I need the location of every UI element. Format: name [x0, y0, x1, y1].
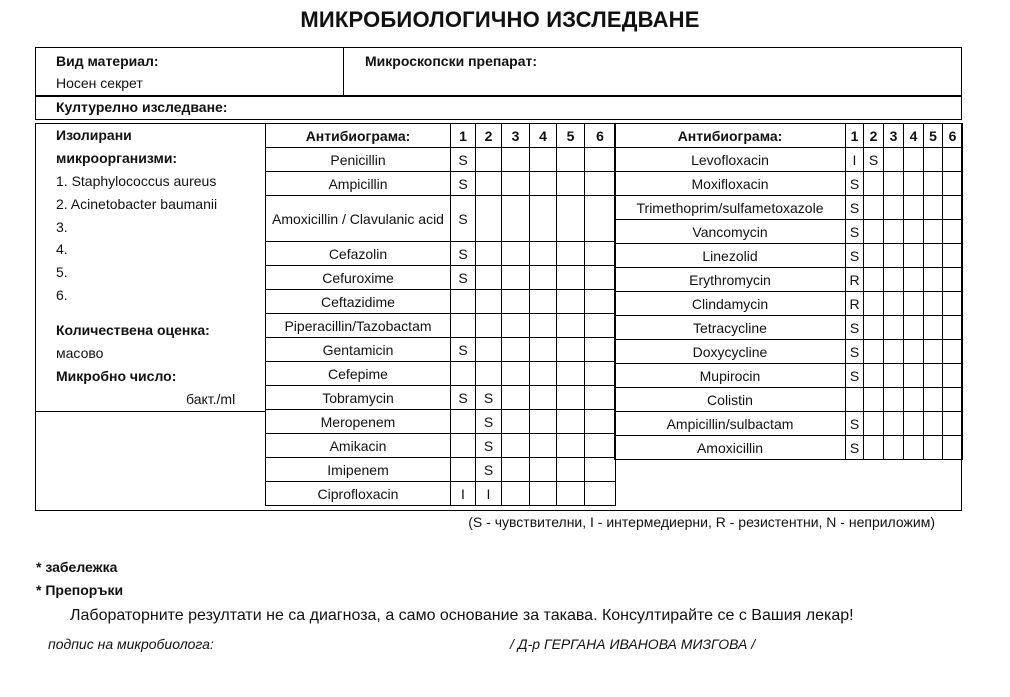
- table-row: [266, 362, 616, 386]
- result-cell: [864, 196, 884, 220]
- result-cell: S: [864, 148, 884, 172]
- antibiotic-name: Amikacin: [266, 434, 451, 458]
- result-cell: [502, 314, 530, 338]
- table-row: [266, 314, 616, 338]
- result-cell: [904, 364, 924, 388]
- result-cell: [904, 436, 924, 460]
- table-row: [615, 364, 963, 388]
- column-header: 2: [476, 124, 502, 148]
- table-row: [615, 196, 963, 220]
- antibiotic-name: Erythromycin: [615, 268, 846, 292]
- antibiogram-left-table: [265, 123, 616, 506]
- result-cell: [451, 362, 476, 386]
- antibiotic-name: Penicillin: [266, 148, 451, 172]
- column-header: 5: [924, 124, 943, 148]
- antibiotic-name: Ciprofloxacin: [266, 482, 451, 506]
- result-cell: [585, 266, 616, 290]
- result-cell: [904, 268, 924, 292]
- result-cell: [924, 148, 943, 172]
- antibiotic-name: Colistin: [615, 388, 846, 412]
- result-cell: S: [846, 172, 864, 196]
- quantitative-value: масово: [56, 345, 104, 361]
- result-cell: [502, 410, 530, 434]
- antibiotic-name: Ampicillin/sulbactam: [615, 412, 846, 436]
- result-cell: [530, 362, 557, 386]
- result-cell: S: [846, 340, 864, 364]
- result-cell: [943, 388, 963, 412]
- isolated-item: 4.: [56, 241, 68, 257]
- table-row: [615, 340, 963, 364]
- result-cell: [557, 410, 585, 434]
- antibiotic-name: Ceftazidime: [266, 290, 451, 314]
- result-cell: [476, 266, 502, 290]
- result-cell: [924, 436, 943, 460]
- table-row: [266, 482, 616, 506]
- result-cell: [924, 196, 943, 220]
- result-cell: [884, 244, 904, 268]
- legend: (S - чувствителни, I - интермедиерни, R - резистентни, N - неприложим): [468, 514, 935, 530]
- result-cell: [884, 316, 904, 340]
- table-row: [615, 244, 963, 268]
- table-row: [266, 458, 616, 482]
- result-cell: [943, 316, 963, 340]
- result-cell: [884, 412, 904, 436]
- result-cell: [924, 340, 943, 364]
- result-cell: S: [846, 364, 864, 388]
- result-cell: [557, 196, 585, 242]
- result-cell: [502, 290, 530, 314]
- result-cell: [502, 482, 530, 506]
- result-cell: [924, 244, 943, 268]
- antibiotic-name: Cefepime: [266, 362, 451, 386]
- material-value: Носен секрет: [56, 75, 143, 91]
- microbe-count-unit: бакт./ml: [186, 391, 236, 407]
- result-cell: S: [476, 458, 502, 482]
- signature-label: подпис на микробиолога:: [48, 636, 214, 652]
- result-cell: [502, 172, 530, 196]
- result-cell: [451, 410, 476, 434]
- table-row: [266, 242, 616, 266]
- antibiotic-name: Tetracycline: [615, 316, 846, 340]
- antibiotic-name: Amoxicillin / Clavulanic acid: [266, 196, 451, 242]
- isolated-item: 5.: [56, 264, 68, 280]
- antibiotic-name: Doxycycline: [615, 340, 846, 364]
- result-cell: [476, 362, 502, 386]
- result-cell: [557, 266, 585, 290]
- result-cell: [476, 338, 502, 362]
- result-cell: S: [846, 316, 864, 340]
- result-cell: [585, 242, 616, 266]
- antibiotic-name: Mupirocin: [615, 364, 846, 388]
- result-cell: [530, 196, 557, 242]
- result-cell: [884, 196, 904, 220]
- column-header: 5: [557, 124, 585, 148]
- antibiotic-name: Moxifloxacin: [615, 172, 846, 196]
- column-header: 4: [530, 124, 557, 148]
- table-row: [615, 316, 963, 340]
- result-cell: [864, 412, 884, 436]
- result-cell: [943, 244, 963, 268]
- result-cell: [557, 458, 585, 482]
- table-row: [615, 388, 963, 412]
- result-cell: [530, 242, 557, 266]
- result-cell: [585, 314, 616, 338]
- antibiotic-name: Tobramycin: [266, 386, 451, 410]
- table-row: [266, 148, 616, 172]
- result-cell: I: [451, 482, 476, 506]
- table-row: [266, 410, 616, 434]
- result-cell: [530, 386, 557, 410]
- result-cell: S: [846, 220, 864, 244]
- antibiogram-right-header: Антибиограма:: [615, 124, 846, 148]
- result-cell: [904, 292, 924, 316]
- result-cell: S: [476, 434, 502, 458]
- result-cell: [557, 242, 585, 266]
- result-cell: [864, 436, 884, 460]
- result-cell: S: [846, 412, 864, 436]
- result-cell: [476, 290, 502, 314]
- isolated-item: 3.: [56, 219, 68, 235]
- result-cell: [585, 290, 616, 314]
- result-cell: [904, 316, 924, 340]
- table-row: [615, 268, 963, 292]
- result-cell: [864, 172, 884, 196]
- result-cell: [884, 148, 904, 172]
- antibiotic-name: Imipenem: [266, 458, 451, 482]
- antibiotic-name: Cefazolin: [266, 242, 451, 266]
- result-cell: [502, 196, 530, 242]
- result-cell: [476, 172, 502, 196]
- result-cell: [476, 314, 502, 338]
- note-label: * забележка: [36, 559, 118, 575]
- result-cell: [846, 388, 864, 412]
- result-cell: [530, 434, 557, 458]
- result-cell: S: [451, 266, 476, 290]
- result-cell: [924, 292, 943, 316]
- table-row: [266, 290, 616, 314]
- result-cell: [451, 314, 476, 338]
- result-cell: [904, 196, 924, 220]
- result-cell: [585, 172, 616, 196]
- table-row: [266, 338, 616, 362]
- result-cell: S: [451, 172, 476, 196]
- table-row: [266, 386, 616, 410]
- result-cell: I: [476, 482, 502, 506]
- column-header: 6: [585, 124, 616, 148]
- quantitative-label: Количествена оценка:: [56, 322, 210, 338]
- result-cell: [530, 290, 557, 314]
- result-cell: S: [846, 244, 864, 268]
- isolated-label-2: микроорганизми:: [56, 150, 178, 166]
- result-cell: [502, 434, 530, 458]
- antibiotic-name: Linezolid: [615, 244, 846, 268]
- result-cell: [943, 220, 963, 244]
- result-cell: [924, 220, 943, 244]
- recommendations-label: * Препоръки: [36, 582, 124, 598]
- table-row: [266, 434, 616, 458]
- result-cell: [943, 340, 963, 364]
- result-cell: [557, 338, 585, 362]
- result-cell: [943, 196, 963, 220]
- result-cell: [884, 364, 904, 388]
- table-row: [615, 220, 963, 244]
- column-header: 1: [846, 124, 864, 148]
- page-title: МИКРОБИОЛОГИЧНО ИЗСЛЕДВАНЕ: [300, 7, 700, 32]
- result-cell: [884, 268, 904, 292]
- result-cell: [943, 148, 963, 172]
- result-cell: [502, 242, 530, 266]
- result-cell: [943, 364, 963, 388]
- result-cell: [943, 412, 963, 436]
- disclaimer: Лабораторните резултати не са диагноза, а само основание за такава. Консултирайте се с Вашия лекар!: [70, 607, 854, 624]
- result-cell: S: [451, 386, 476, 410]
- antibiotic-name: Cefuroxime: [266, 266, 451, 290]
- result-cell: [476, 148, 502, 172]
- result-cell: [585, 362, 616, 386]
- result-cell: [884, 340, 904, 364]
- result-cell: R: [846, 268, 864, 292]
- table-row: [266, 196, 616, 242]
- table-row: [615, 148, 963, 172]
- material-divider: [343, 47, 344, 96]
- table-row: [615, 436, 963, 460]
- result-cell: [943, 172, 963, 196]
- result-cell: [884, 172, 904, 196]
- result-cell: [557, 434, 585, 458]
- result-cell: [451, 290, 476, 314]
- result-cell: [502, 386, 530, 410]
- result-cell: [585, 386, 616, 410]
- result-cell: [864, 364, 884, 388]
- antibiogram-left-header-row: [266, 124, 616, 148]
- result-cell: [864, 340, 884, 364]
- isolated-item: 1. Staphylococcus aureus: [56, 173, 217, 189]
- result-cell: [864, 292, 884, 316]
- result-cell: [557, 362, 585, 386]
- column-header: 2: [864, 124, 884, 148]
- column-header: 3: [502, 124, 530, 148]
- result-cell: [476, 242, 502, 266]
- result-cell: S: [476, 410, 502, 434]
- result-cell: [502, 362, 530, 386]
- antibiotic-name: Ampicillin: [266, 172, 451, 196]
- result-cell: [585, 434, 616, 458]
- result-cell: [451, 458, 476, 482]
- result-cell: [943, 436, 963, 460]
- antibiotic-name: Piperacillin/Tazobactam: [266, 314, 451, 338]
- result-cell: [904, 412, 924, 436]
- result-cell: [904, 172, 924, 196]
- result-cell: [884, 220, 904, 244]
- result-cell: [924, 364, 943, 388]
- result-cell: [924, 172, 943, 196]
- result-cell: [502, 148, 530, 172]
- result-cell: [904, 388, 924, 412]
- result-cell: [864, 268, 884, 292]
- result-cell: [530, 482, 557, 506]
- column-header: 4: [904, 124, 924, 148]
- result-cell: [884, 388, 904, 412]
- antibiogram-left-header: Антибиограма:: [266, 124, 451, 148]
- result-cell: S: [451, 338, 476, 362]
- result-cell: [530, 148, 557, 172]
- result-cell: [502, 266, 530, 290]
- table-row: [615, 172, 963, 196]
- result-cell: [557, 148, 585, 172]
- isolated-item: 6.: [56, 287, 68, 303]
- result-cell: [530, 338, 557, 362]
- result-cell: [585, 410, 616, 434]
- antibiotic-name: Gentamicin: [266, 338, 451, 362]
- result-cell: [557, 172, 585, 196]
- result-cell: [530, 314, 557, 338]
- column-header: 3: [884, 124, 904, 148]
- material-label: Вид материал:: [56, 53, 159, 69]
- result-cell: [451, 434, 476, 458]
- result-cell: [864, 316, 884, 340]
- culture-label: Културелно изследване:: [56, 99, 228, 115]
- antibiogram-right-table: [614, 123, 963, 460]
- result-cell: [530, 172, 557, 196]
- result-cell: [585, 458, 616, 482]
- table-row: [615, 292, 963, 316]
- antibiotic-name: Meropenem: [266, 410, 451, 434]
- antibiogram-right-header-row: [615, 124, 963, 148]
- result-cell: S: [476, 386, 502, 410]
- result-cell: [585, 148, 616, 172]
- result-cell: [904, 220, 924, 244]
- result-cell: [924, 388, 943, 412]
- result-cell: [502, 458, 530, 482]
- result-cell: [557, 314, 585, 338]
- microscopy-label: Микроскопски препарат:: [365, 53, 537, 69]
- result-cell: [904, 244, 924, 268]
- isolated-label-1: Изолирани: [56, 127, 132, 143]
- antibiotic-name: Vancomycin: [615, 220, 846, 244]
- result-cell: [924, 316, 943, 340]
- result-cell: S: [846, 196, 864, 220]
- result-cell: R: [846, 292, 864, 316]
- result-cell: [557, 290, 585, 314]
- table-row: [615, 412, 963, 436]
- antibiotic-name: Clindamycin: [615, 292, 846, 316]
- signature-name: / Д-р ГЕРГАНА ИВАНОВА МИЗГОВА /: [510, 636, 756, 652]
- result-cell: S: [846, 436, 864, 460]
- result-cell: [476, 196, 502, 242]
- result-cell: [924, 412, 943, 436]
- table-row: [266, 266, 616, 290]
- result-cell: S: [451, 148, 476, 172]
- antibiotic-name: Levofloxacin: [615, 148, 846, 172]
- result-cell: [530, 410, 557, 434]
- result-cell: [884, 292, 904, 316]
- result-cell: [557, 482, 585, 506]
- antibiotic-name: Trimethoprim/sulfametoxazole: [615, 196, 846, 220]
- result-cell: [585, 196, 616, 242]
- result-cell: [924, 268, 943, 292]
- isolated-item: 2. Acinetobacter baumanii: [56, 196, 218, 212]
- result-cell: [585, 338, 616, 362]
- antibiotic-name: Amoxicillin: [615, 436, 846, 460]
- result-cell: [884, 436, 904, 460]
- result-cell: [943, 268, 963, 292]
- result-cell: [943, 292, 963, 316]
- result-cell: [864, 244, 884, 268]
- result-cell: [904, 148, 924, 172]
- result-cell: S: [451, 242, 476, 266]
- table-row: [266, 172, 616, 196]
- microbe-count-label: Микробно число:: [56, 368, 177, 384]
- result-cell: [530, 266, 557, 290]
- result-cell: [864, 220, 884, 244]
- result-cell: S: [451, 196, 476, 242]
- result-cell: I: [846, 148, 864, 172]
- result-cell: [530, 458, 557, 482]
- result-cell: [557, 386, 585, 410]
- column-header: 6: [943, 124, 963, 148]
- result-cell: [904, 340, 924, 364]
- result-cell: [864, 388, 884, 412]
- result-cell: [585, 482, 616, 506]
- result-cell: [502, 338, 530, 362]
- column-header: 1: [451, 124, 476, 148]
